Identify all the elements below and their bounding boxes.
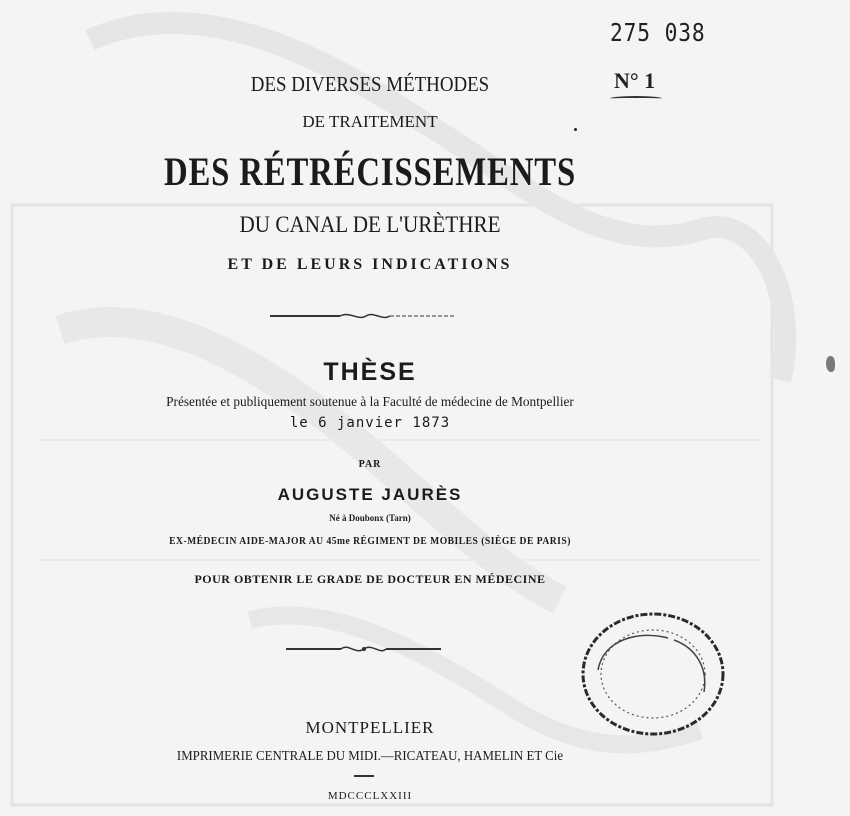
thesis-heading: THÈSE — [323, 358, 417, 386]
ornament-divider-bottom — [286, 642, 441, 656]
inventory-number: 275 038 — [610, 18, 706, 47]
title-line-5: ET DE LEURS INDICATIONS — [227, 256, 513, 273]
publication-city: MONTPELLIER — [305, 718, 435, 737]
presentation-line: Présentée et publiquement soutenue à la Faculté de médecine de Montpellier — [166, 395, 574, 410]
issue-number: N° 1 — [614, 68, 656, 93]
publication-year: MDCCCLXXIII — [327, 790, 413, 802]
author-name: AUGUSTE JAURÈS — [277, 485, 463, 504]
title-line-4: DU CANAL DE L'URÈTHRE — [239, 212, 501, 237]
printer-name: IMPRIMERIE CENTRALE DU MIDI.—RICATEAU, HAMELIN ET Cie — [176, 749, 564, 764]
defense-date: le 6 janvier 1873 — [289, 415, 451, 431]
ornament-divider-top — [270, 311, 455, 321]
imprint-dash — [354, 775, 374, 777]
main-title: DES RÉTRÉCISSEMENTS — [163, 149, 577, 194]
title-line-1: DES DIVERSES MÉTHODES — [250, 72, 490, 96]
author-credentials: EX-MÉDECIN AIDE-MAJOR AU 45me RÉGIMENT DE MOBILES (SIÈGE DE PARIS) — [169, 536, 571, 547]
birthplace: Né à Doubonx (Tarn) — [329, 513, 411, 523]
title-line-2: DE TRAITEMENT — [302, 112, 438, 131]
degree-line: POUR OBTENIR LE GRADE DE DOCTEUR EN MÉDECINE — [194, 572, 546, 586]
ink-blot — [826, 356, 835, 372]
by-label: PAR — [358, 459, 382, 470]
